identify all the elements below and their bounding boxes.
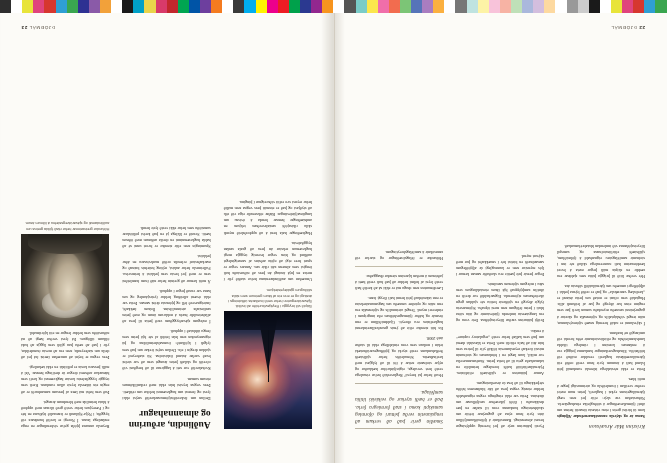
calibration-swatch-5 xyxy=(56,0,67,13)
calibration-swatch-54 xyxy=(600,0,611,13)
calibration-swatch-33 xyxy=(367,0,378,13)
body-paragraph: En hitt stendur eftir að ýmis grundvallareinkenni hagkerfisins eru óbreytt. Gjaldmiðillinn er enn örsmár og háður fjármagnshöftum eða inngripum í einhverri mynd. Tengsl atvinnulífs og stjórnmála eru enn náin og opinber umræða um hagsmunaárekstra er enn takmörkuð þótt henni hafi fleygt fram. xyxy=(355,295,443,332)
scanned-magazine-spread xyxy=(0,13,667,463)
calibration-swatch-11 xyxy=(122,0,133,13)
photo-caption: Höfundur greinarinnar hefur ritað fjölda greina um auðlindamál og sjávarútvegsstefnu á liðnum árum. xyxy=(24,221,110,231)
body-paragraph: Það sem helst má læra af þessum samanburði er að engin ein útfærsla leysir allan vandann. Kerfi sem tryggir byggðafestu kostar hagkvæmni og kerfi sem hámarkar arðsemi dregur úr dreifingu hennar. Val á milli þessara kosta er pólitískt en ekki tæknilegt. xyxy=(21,365,110,395)
photo-caption: Skipið við bryggju í Reykjavíkurhöfn að kvöldi. Sjávarútvegurinn hefur verið burðarás útflutnings í áratugi og er enn ein af fáum greinum sem skila stöðugum gjaldeyristekjum. xyxy=(227,288,312,308)
calibration-swatch-37 xyxy=(411,0,422,13)
calibration-swatch-58 xyxy=(644,0,655,13)
body-paragraph: Í skýrslunni er rakið hvernig smæð stjórnsýslunnar, náin tengsl viðskiptalífs og stjórnmála og skortur á gagnrýninni umræðu mynduðu saman kerfi þar sem enginn einn bar ábyrgð og þar af leiðandi allir. Hugtakið sem oftast er notað um þetta ástand er „kerfislæg vanræksla“ og það er orðið býsna þekkt í alþjóðlegri umræðu um fjármálaáföll síðustu ára. xyxy=(557,284,645,326)
calibration-swatch-28 xyxy=(311,0,322,13)
calibration-swatch-13 xyxy=(144,0,155,13)
page-left-column-3 xyxy=(355,43,443,429)
body-paragraph: Þetta er ekki sérstaklega íslenskt vandamál þótt Ísland hafi á árunum fyrir hrun verið orðið eitt fjármálavæddasta hagkerfi veraldar miðað við höfðatölu. Efnahagsreikningur bankanna þriggja var á endanum kominn í rúmlega tífalda landsframleiðslu og eftirlitsstofnanir réðu hvorki við umfangið né hraðann. xyxy=(557,330,645,373)
calibration-swatch-51 xyxy=(567,0,578,13)
folio-number: 23 xyxy=(21,25,28,30)
magazine-page-left xyxy=(334,13,667,463)
calibration-swatch-21 xyxy=(233,0,244,13)
body-paragraph: Þegar þessir þrír þættir eru skoðaðir saman kemur í ljós mynstur sem er kunnuglegt úr alþjóðlegum samanburði en birtist hér í smækkaðri og þar með skýrari mynd. xyxy=(456,253,544,277)
calibration-swatch-25 xyxy=(278,0,289,13)
body-paragraph: Sama ár og skýrsla rannsóknarnefndar Alþingis kom út birtist grein í einu virtasta tímariti heims um áhrif fjármálavæðingar á stöðugleika efnahagskerfa. Niðurstaðan var skýr: eftir því sem vægi fjármálageirans eykst í hagkerfi, þeim mun meiri verður sveiflan í framleiðslu og atvinnustigi þegar á móti blæs. xyxy=(557,377,645,419)
body-paragraph: Fyrsti þátturinn snýr að því hvernig upplýsingar berast almenningi. Rannsóknir á fjölmiðlaumfjöllun árin fyrir hrun sýna að gagnrýnar fréttir um skuldsetningu bankanna voru til staðar en þær drukknuðu í flóði jákvæðrar umfjöllunar um útrásina. Þetta var ekki eingöngu vegna eignarhalds heldur einnig vegna þess að fáir blaðamenn höfðu sérþekkingu til að lesa úr ársreikningum. xyxy=(456,381,544,429)
calibration-swatch-17 xyxy=(189,0,200,13)
body-paragraph: Kvótakerfið var sett á laggirnar til að bregðast við ofveiði og skilaði þeim árangri sem að var stefnt hvað varðar ástand fiskistofna. Sú staðreynd er sjaldan dregin í efa. Deilan snýst frekar um það sem fylgdi í kjölfarið: framsalsheimildina og þá eignamyndun sem hún leiddi af sér hjá þeim sem fengu úthlutað í upphafi. xyxy=(122,329,211,371)
photo-ship-at-sunset xyxy=(224,311,312,429)
body-paragraph: Hvað hefur þá breyst? Regluverkið hefur vissulega verið hert verulega, eiginfjárkröfur hækkaðar og nýjar stofnanir settar á fót til að fylgjast með kerfisáhættu. Sömuleiðis hefur sjálfstæði Seðlabankans verið styrkt og þjóðhagsvarúðartæki tekin í notkun sem voru einfaldlega ekki til staðar árið 2008. xyxy=(355,336,443,378)
calibration-swatch-27 xyxy=(300,0,311,13)
calibration-swatch-45 xyxy=(500,0,511,13)
calibration-swatch-56 xyxy=(622,0,633,13)
body-paragraph: Í mörgum sjávarbyggðum varð þetta til þess að aflaheimildir hurfu á nokkrum árum og með þeim undirstaða atvinnulífsins. Íbúum fækkaði, fasteignaverð féll og þjónusta dróst saman. Þetta var ekki óvænt afleiðing heldur fyrirsjáanleg og um hana var varað þegar í upphafi. xyxy=(122,288,211,325)
calibration-swatch-2 xyxy=(22,0,33,13)
portrait-shoulders-shape xyxy=(28,234,102,254)
body-paragraph: Á móti kemur að greinin hefur náð fram framleiðni sem er með því besta sem þekkist á heimsvísu. Fullvinnsla hefur aukist, nýting hráefnis batnað og markaðsstarf erlendis orðið markvissara en áður þekktist. xyxy=(122,254,211,284)
divider xyxy=(355,266,443,267)
calibration-swatch-31 xyxy=(344,0,355,13)
article-byline: Kristinn Már Ársælsson xyxy=(588,423,645,429)
calibration-swatch-1 xyxy=(11,0,22,13)
calibration-swatch-52 xyxy=(578,0,589,13)
calibration-swatch-19 xyxy=(211,0,222,13)
calibration-swatch-44 xyxy=(489,0,500,13)
calibration-swatch-20 xyxy=(222,0,233,13)
calibration-swatch-16 xyxy=(178,0,189,13)
folio-label: ÞJÓÐMÁL xyxy=(610,25,637,30)
portrait-face-shape xyxy=(48,252,83,311)
photo-author-portrait xyxy=(21,234,109,326)
folio-label: ÞJÓÐMÁL xyxy=(29,25,55,30)
calibration-swatch-18 xyxy=(200,0,211,13)
calibration-swatch-36 xyxy=(400,0,411,13)
calibration-swatch-41 xyxy=(455,0,466,13)
page-left-column-1 xyxy=(557,43,645,429)
body-paragraph: Reynsla annarra þjóða gefur vísbendingar en enga endanlega lausn. Í Noregi er kerfið bundnara við byggðir, í Nýja-Sjálandi er framsalið frjálsara en hér og í Færeyjum hefur verið gerð tilraun með uppboð á hluta heimilda með blendnum árangri. xyxy=(21,399,110,429)
calibration-swatch-30 xyxy=(333,0,344,13)
calibration-swatch-32 xyxy=(356,0,367,13)
body-paragraph: Umræðan um auðlindarentuna hefur staðið yfir í meira en þrjá áratugi án þess að niðurstaða hafi fengist sem almenn sátt ríkir um. Annars vegar er spurt hver eigi að njóta arðsins af sameiginlegri auðlind og hins vegar hvernig tryggja megi hagkvæman rekstur án þess að grafa undan byggðafestu. xyxy=(223,240,312,283)
calibration-swatch-10 xyxy=(111,0,122,13)
body-paragraph: Annar þátturinn er sjálfstæði eftirlitsins. Fjármálaeftirlitið hafði formlegar heimildir en takmarkaða getu til að beita þeim. Starfsmannavelta var mikil, laun lægri en í bönkunum og stofnunin missti ítrekað reynslumesta fólkið yfir til þeirra sem hún átti að hafa eftirlit með. Þetta er klassískt dæmi um það sem kallað hefur verið „regulatory capture“ á ensku. xyxy=(456,328,544,377)
calibration-swatch-46 xyxy=(511,0,522,13)
calibration-swatch-14 xyxy=(156,0,167,13)
calibration-swatch-35 xyxy=(389,0,400,13)
calibration-swatch-40 xyxy=(444,0,455,13)
calibration-swatch-53 xyxy=(589,0,600,13)
page-gutter-shadow xyxy=(321,13,345,463)
folio-left xyxy=(611,25,645,30)
body-paragraph: Þess vegna er brýnt að umræðan færist frá því að deila um staðreyndir, sem eru að mestu óumdeildar, yfir í það að ræða þau gildi sem liggja að baki ólíkum tillögum. Þá fyrst verður hægt að ná niðurstöðu sem heldur lengur en eitt kjörtímabil. xyxy=(21,330,110,361)
calibration-swatch-3 xyxy=(33,0,44,13)
calibration-swatch-15 xyxy=(167,0,178,13)
calibration-swatch-9 xyxy=(100,0,111,13)
pull-quote: Smæðin gerir það að verkum að tengslanetin verða þéttari og óformleg samskipti koma í stað formlegra ferla. Það er bæði styrkur og veikleiki lítilla samfélaga. xyxy=(355,383,443,429)
calibration-swatch-22 xyxy=(244,0,255,13)
calibration-swatch-39 xyxy=(433,0,444,13)
calibration-swatch-50 xyxy=(555,0,566,13)
calibration-swatch-7 xyxy=(78,0,89,13)
calibration-swatch-42 xyxy=(467,0,478,13)
body-paragraph: Hagfræðingar hafa bent á að uppboðsleið myndi skila ríkissjóði umtalsverðum tekjum en andstæðingar hennar benda á óvissu um langtímafjárfestingar. Báðar röksemdir eiga við rök að styðjast og það er einmitt þess vegna sem málið hefur reynst svo erfitt viðureignar í þinginu. xyxy=(223,200,312,236)
page-left-column-2 xyxy=(456,43,544,429)
calibration-swatch-57 xyxy=(633,0,644,13)
body-paragraph: Lærdómurinn sem draga má er ekki sá að kerfið hafi verið leyst af hólmi heldur að það hafi verið bætt á jaðrinum á meðan kjarninn stendur óhaggaður. xyxy=(355,273,443,291)
photo-water-band xyxy=(224,311,312,330)
calibration-swatch-55 xyxy=(611,0,622,13)
article-standfirst: Deilan um fiskveiðistjórnunarkerfið snýst ekki fyrst og fremst um hagkvæmni heldur um réttlæti. Þess vegna leysist hún ekki með reiknilíkönum einum saman. xyxy=(122,377,211,401)
page-right-column-1 xyxy=(224,43,312,429)
calibration-swatch-8 xyxy=(89,0,100,13)
calibration-swatch-0 xyxy=(0,0,11,13)
calibration-swatch-48 xyxy=(533,0,544,13)
body-paragraph: Þriðji þátturinn varðar lífeyrissjóðina. Þeir voru og eru langstærstu innlendu fjárfestarnir og áttu stóra hluti í þeim félögum sem mest töpuðu. Stjórnarsetu fylgir ábyrgð en sjóðirnir beittu sér sjaldan gegn ákvörðunum stjórnenda. Eignarhaldið var dreift en áhrifin samþjöppuð hjá fáum einstaklingum sem sátu í mörgum stjórnum samtímis. xyxy=(456,281,544,324)
page-right-column-3 xyxy=(21,43,109,429)
body-paragraph: Hér verður litið til þriggja þátta sem sjaldnar eru ræddir en skipta máli þegar meta á hvort lærdómurinn hafi raunverulega skilað sér inn í stofnanir samfélagsins: eignarhald á fjölmiðlum, sjálfstæði eftirlitsstofnana og samspil lífeyrissjóðanna við innlendan hlutabréfamarkað. xyxy=(557,243,645,280)
calibration-swatch-24 xyxy=(267,0,278,13)
calibration-swatch-4 xyxy=(44,0,55,13)
folio-right xyxy=(21,25,55,30)
body-paragraph: Spurningin sem eftir stendur er hvort unnt sé að halda hagkvæmninni en dreifa arðinum með öðrum hætti. Svarið er líklega já en það krefst pólitískrar samstöðu sem hefur ekki verið fyrir hendi. xyxy=(122,225,211,250)
calibration-swatch-49 xyxy=(544,0,555,13)
calibration-swatch-34 xyxy=(378,0,389,13)
calibration-swatch-6 xyxy=(67,0,78,13)
calibration-swatch-43 xyxy=(478,0,489,13)
calibration-swatch-38 xyxy=(422,0,433,13)
scanner-calibration-bar xyxy=(0,0,667,13)
magazine-page-right xyxy=(1,13,334,463)
folio-number: 22 xyxy=(638,25,645,30)
calibration-swatch-59 xyxy=(655,0,666,13)
calibration-swatch-47 xyxy=(522,0,533,13)
page-right-column-2 xyxy=(122,43,210,429)
article-headline: Auðlindin, arðurinn og almannahagur xyxy=(128,408,211,429)
calibration-swatch-12 xyxy=(133,0,144,13)
author-note: Höfundur er félagsfræðingur og starfar við rannsóknir á samfélagsbreytingum. xyxy=(355,250,443,262)
calibration-swatch-23 xyxy=(256,0,267,13)
calibration-swatch-26 xyxy=(289,0,300,13)
calibration-swatch-29 xyxy=(322,0,333,13)
